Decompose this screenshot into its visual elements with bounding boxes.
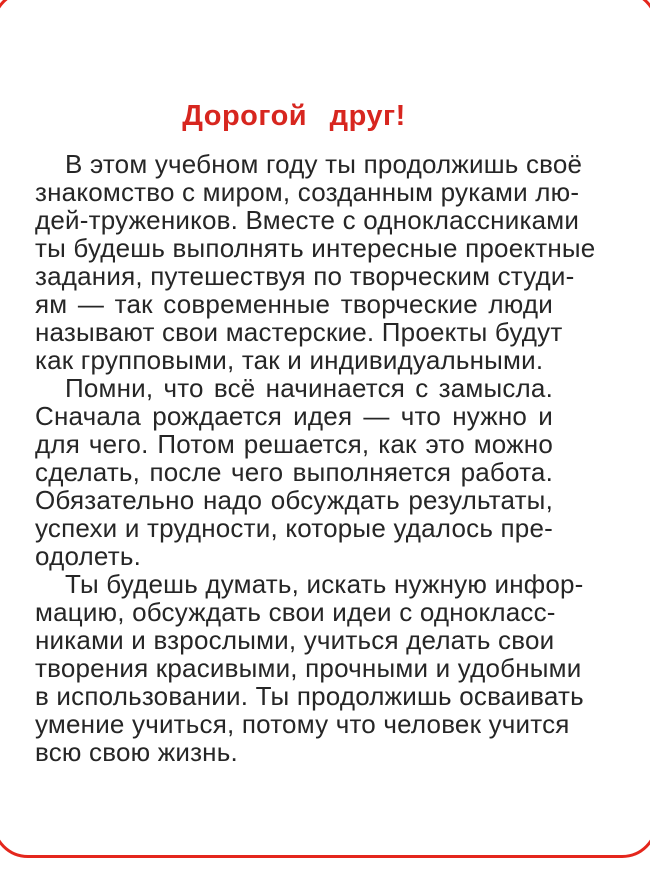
text-line: творения красивыми, прочными и удобными bbox=[35, 653, 582, 683]
paragraph bbox=[35, 569, 584, 767]
text-line: Обязательно надо обсуждать результаты, bbox=[35, 485, 553, 515]
text-line: всю свою жизнь. bbox=[35, 737, 238, 767]
text-line: никами и взрослыми, учиться делать свои bbox=[35, 625, 555, 655]
text-line: одолеть. bbox=[35, 541, 141, 571]
paragraph bbox=[35, 374, 553, 570]
text-line: называют свои мастерские. Проекты будут bbox=[35, 317, 563, 347]
text-line: умение учиться, потому что человек учится bbox=[35, 709, 570, 739]
text-line: дей-тружеников. Вместе с одноклассниками bbox=[35, 205, 580, 235]
text-line: успехи и трудности, которые удалось пре- bbox=[35, 513, 553, 543]
page-title: Дорогой друг! bbox=[182, 100, 406, 132]
text-line: мацию, обсуждать свои идеи с однокласс- bbox=[35, 597, 556, 627]
body-text bbox=[35, 149, 596, 767]
text-line: ям — так современные творческие люди bbox=[35, 289, 553, 319]
text-line: знакомство с миром, созданным руками лю- bbox=[35, 177, 580, 207]
text-line: В этом учебном году ты продолжишь своё bbox=[65, 149, 583, 179]
text-line: Ты будешь думать, искать нужную инфор- bbox=[65, 569, 584, 599]
text-line: в использовании. Ты продолжишь осваивать bbox=[35, 681, 584, 711]
text-line: для чего. Потом решается, как это можно bbox=[35, 429, 553, 459]
text-line: сделать, после чего выполняется работа. bbox=[35, 457, 553, 487]
text-line: Помни, что всё начинается с замысла. bbox=[65, 373, 553, 403]
text-line: задания, путешествуя по творческим студи- bbox=[35, 261, 575, 291]
text-line: ты будешь выполнять интересные проектные bbox=[35, 233, 596, 263]
text-line: Сначала рождается идея — что нужно и bbox=[35, 401, 553, 431]
text-line: как групповыми, так и индивидуальными. bbox=[35, 345, 544, 375]
paragraph bbox=[35, 149, 596, 375]
